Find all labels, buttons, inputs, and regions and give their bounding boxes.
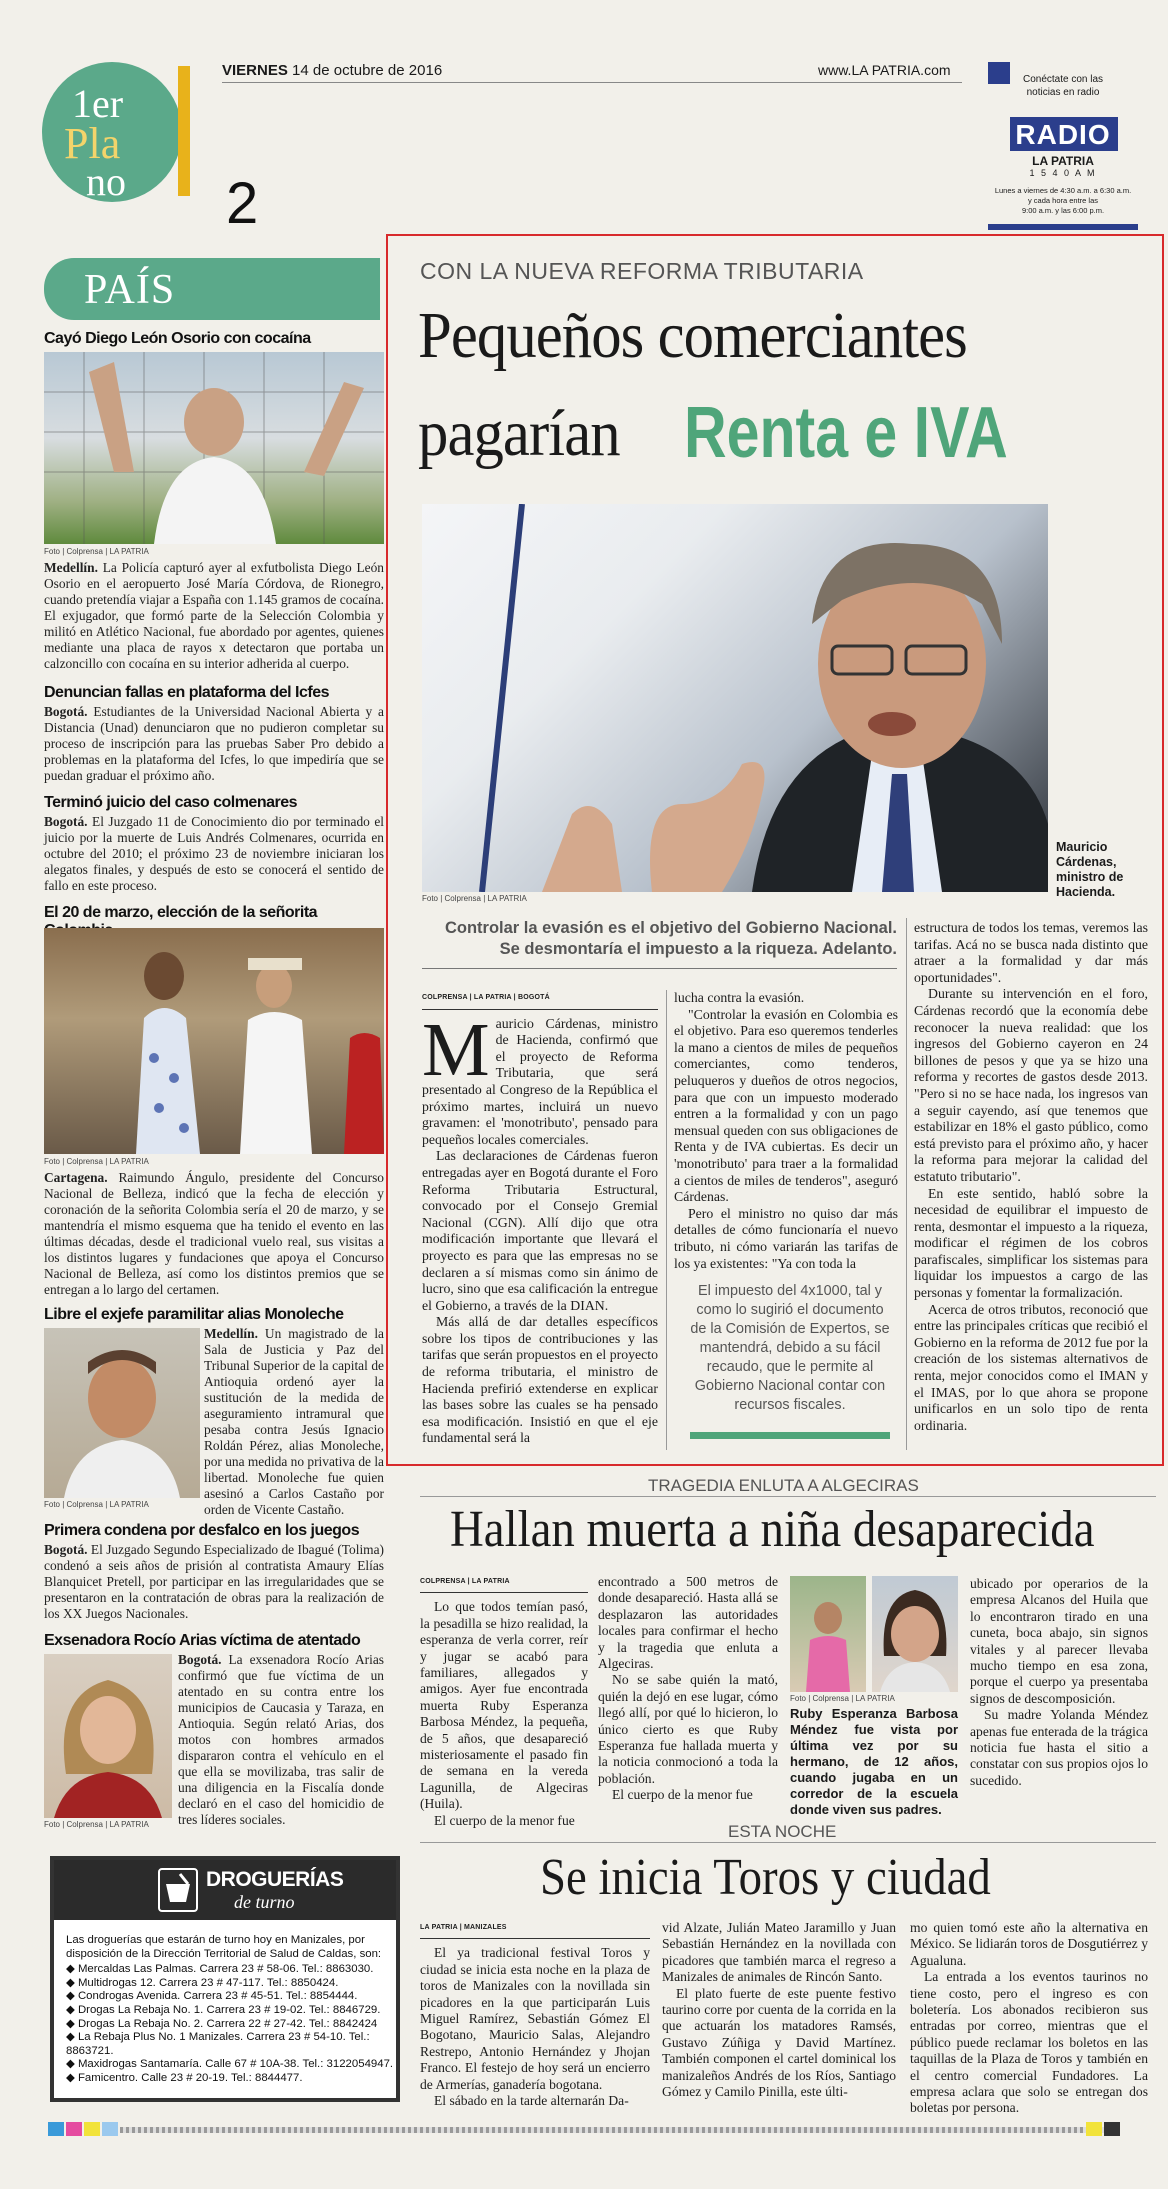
brief-lead: Medellín. — [204, 1326, 258, 1341]
brief-title: El 20 de marzo, elección de la señorita — [44, 904, 318, 921]
print-registration-strip — [120, 2127, 1120, 2133]
second-kicker-rule — [420, 1496, 1156, 1497]
brief-title: Exsenadora Rocío Arias víctima de atentado — [44, 1632, 361, 1649]
column-separator — [666, 990, 667, 1450]
photo-cardenas — [422, 504, 1048, 892]
pharmacy-header — [54, 1860, 396, 1920]
pharmacy-item: ◆ Maxidrogas Santamaría. Calle 67 # 10A-38. Tel.: 3122054947. — [66, 2058, 394, 2071]
photo-arias-illustration — [44, 1654, 172, 1818]
second-byline: COLPRENSA | LA PATRIA — [420, 1574, 588, 1593]
brief-text: Raimundo Ángulo, presidente del Concurso Nacional de Belleza, indicó que la fecha de elección y coronación de la señorita Colombia sería el 20 de marzo, y se mantendría el mismo esquema que ha tenido el evento en las últimas décadas, desde el tradicional vuelo real, sus visitas a los distintos lugares y fundaciones que apoya el Concurso Nacional de Belleza, así como los distintos premios que se entregan a lo largo del certamen. — [44, 1170, 384, 1297]
main-paragraph: En este sentido, habló sobre la necesidad de equilibrar el impuesto de renta, desmontar el impuesto a la riqueza, modificar el régimen de los cobros parafiscales, simplificar los sistemas para liquidar los impuestos a cargo de las personas y fomentar la formalización. — [914, 1185, 1148, 1301]
page-number: 2 — [226, 171, 259, 236]
pharmacy-item: ◆ Drogas La Rebaja No. 2. Carrera 22 # 27-42. Tel.: 8842424 — [66, 2017, 378, 2030]
photo-cardenas-illustration — [422, 504, 1048, 892]
third-paragraph: El plato fuerte de este puente festivo taurino corre por cuenta de la corrida en la que actuarán los matadores Ramsés, Gustavo Zúñiga y David Martínez. También componen el cartel dominical los manizaleños Andrés de los Ríos, Santiago Gómez y Camilo Pinilla, este últi- — [662, 1985, 896, 2100]
main-paragraph: lucha contra la evasión. — [674, 990, 805, 1005]
logo-line-3: no — [86, 159, 126, 204]
third-kicker-rule — [420, 1842, 1156, 1843]
second-paragraph: No se sabe quién la mató, quién la dejó en ese lugar, cómo llegó allí, por qué lo hicieron, lo único cierto es que Ruby Esperanza fue hallada muerta y la noticia conmocionó a toda la población. — [598, 1672, 778, 1786]
mortar-icon-svg — [160, 1870, 196, 1910]
second-photo-caption: Ruby Esperanza Barbosa Méndez fue vista por última vez por su hermano, de 12 años, cuando jugaba en un corredor de la escuela donde viven sus padres. — [790, 1706, 958, 1817]
section-label — [44, 258, 380, 320]
brief-body — [204, 1326, 384, 1518]
main-paragraph: "Controlar la evasión en Colombia es el objetivo. Para eso queremos tenderles la mano a cientos de miles de pequeños comerciantes, como tenderos, peluqueros y dueños de otros negocios, para que con un impuesto moderado entren a la formalidad y con un pago mensual queden con sus obligaciones de Renta y de IVA cubiertas. Es decir un 'monotributo' para traer a la formalidad a cientos de miles de tenderos", aseguró Cárdenas. — [674, 1006, 898, 1205]
photo-ruby-2 — [872, 1576, 958, 1692]
second-paragraph: Lo que todos temían pasó, la pesadilla se hizo realidad, la esperanza de verla correr, reír y jugar se acabó para familiares, allegados y amigos. Ayer fue encontrada muerta Ruby Esperanza Barbosa Méndez, la pequeña, de 5 años, que desapareció misteriosamente el pasado fin de semana en la vereda Lagunilla, de Algeciras (Huila). — [420, 1599, 588, 1812]
deck-rule — [422, 968, 897, 969]
dateline-day: VIERNES — [222, 62, 288, 79]
brief-text: Estudiantes de la Universidad Nacional Abierta y a Distancia (Unad) denunciaron que no pudieron completar su proceso de inscripción para las pruebas Saber Pro debido a problemas en la plataforma del Icfes, lo que impediría que se puedan graduar el próximo año. — [44, 704, 384, 783]
third-kicker: ESTA NOCHE — [728, 1822, 837, 1841]
third-col-2 — [662, 1920, 896, 2100]
radio-ad-line2: noticias en radio — [1026, 87, 1100, 98]
radio-ad-bottom-bar — [988, 224, 1138, 230]
pharmacy-subtitle: de turno — [234, 1892, 295, 1912]
pharmacy-title: DROGUERÍAS — [206, 1868, 344, 1891]
radio-station: LA PATRIA — [1032, 154, 1094, 168]
brief-title: Cayó Diego León Osorio con cocaína — [44, 330, 311, 347]
brief-body — [44, 814, 384, 894]
main-paragraph — [422, 1007, 658, 1149]
brief-body — [178, 1652, 384, 1828]
logo-line-1: 1er — [72, 81, 124, 126]
third-col-3 — [910, 1920, 1148, 2117]
section-label-text: PAÍS — [84, 267, 176, 313]
pull-quote: El impuesto del 4x1000, tal y como lo sugirió el documento de la Comisión de Expertos, se mantendrá, debido a su fácil recaudo, que le permite al Gobierno Nacional contar con recursos fiscales. — [690, 1283, 890, 1413]
print-color-mark-yellow — [84, 2122, 100, 2136]
pharmacy-item-text: Multidrogas 12. Carrera 23 # 47-117. Tel.: 8850424. — [77, 1976, 339, 1989]
main-kicker: CON LA NUEVA REFORMA TRIBUTARIA — [420, 258, 864, 284]
brief-body — [44, 560, 384, 672]
brief-text: La Policía capturó ayer al exfutbolista Diego León Osorio en el aeropuerto José María Córdova, de Rionegro, cuando pretendía viajar a España con 1.145 gramos de cocaína. El exjugador, que formó parte de la Selección Colombia y militó en Atlético Nacional, fue abordado por agentes, quienes mediante una placa de rayos x detectaron que portaba un calzoncillo con cocaína en su interior adherida al cuerpo. — [44, 560, 384, 671]
brief-title: Primera condena por desfalco en los juegos — [44, 1522, 360, 1539]
main-col-1 — [422, 990, 658, 1447]
photo-credit: Foto | Colprensa | LA PATRIA — [44, 1157, 149, 1166]
pharmacy-item: ◆ Drogas La Rebaja No. 1. Carrera 23 # 19-02. Tel.: 8846729. — [66, 2003, 381, 2016]
photo-senorita-colombia — [44, 928, 384, 1154]
third-byline: LA PATRIA | MANIZALES — [420, 1920, 650, 1939]
photo-monoleche — [44, 1328, 200, 1498]
brief-lead: Bogotá. — [44, 814, 88, 829]
caption-line: Mauricio — [1056, 840, 1108, 854]
photo-ruby-1 — [790, 1576, 866, 1692]
second-kicker: TRAGEDIA ENLUTA A ALGECIRAS — [648, 1476, 919, 1495]
brief-title: Libre el exjefe paramilitar alias Monoleche — [44, 1306, 344, 1323]
radio-frequency: 1 5 4 0 A M — [1029, 168, 1097, 178]
website-link[interactable]: www.LA PATRIA.com — [818, 62, 951, 78]
main-paragraph: Pero el ministro no quiso dar más detalles de cómo funcionaría el nuevo tributo, ni cómo variarán las tarifas de los ya existentes: "Ya con toda la — [674, 1205, 898, 1271]
main-paragraph: Durante su intervención en el foro, Cárdenas recordó que la economía debe reconocer la nueva realidad: que los ingresos del Gobierno cayeron en 24 billones de pesos y que ya se hizo una reforma y recortes de gastos desde 2013. "Pero si no se hace nada, los ingresos van a seguir cayendo, así que tenemos que estabilizar en 18% el gasto público, como está previsto para el próximo año, y hacer la reforma para mejorar la calidad del estatuto tributario". — [914, 986, 1148, 1184]
logo-line-2: Pla — [64, 119, 121, 168]
column-separator — [906, 918, 907, 1450]
second-headline: Hallan muerta a niña desaparecida — [450, 1501, 1095, 1558]
drop-cap: M — [422, 1007, 490, 1092]
third-paragraph: El sábado en la tarde alternarán Da- — [434, 2093, 629, 2109]
dateline-date: 14 de octubre de 2016 — [292, 62, 443, 79]
third-paragraph: El ya tradicional festival Toros y ciudad se inicia esta noche en la plaza de toros de Manizales con la novillada sin picadores en la que participarán Luis Miguel Ramírez, Sebastián Gómez El Bogotano, Mauricio Salas, Alejandro Restrepo, Antonio Hernández y Jhojan Franco. El festejo de hoy será un encierro de Armerías, ganadería bogotana. — [420, 1945, 650, 2092]
radio-logo: RADIO — [1015, 119, 1111, 150]
main-deck: Controlar la evasión es el objetivo del Gobierno Nacional. Se desmontaría el impuesto a la riqueza. Adelanto. — [444, 919, 897, 958]
brief-text: El Juzgado Segundo Especializado de Ibagué (Tolima) condenó a seis años de prisión al contratista Amaury Elías Blanquicet Pretell, por participar en las irregularidades que se presentaron en la contratación de obras para la realización de los XX Juegos Nacionales. — [44, 1542, 384, 1621]
brief-text: La exsenadora Rocío Arias confirmó que fue víctima de un atentado en su contra entre los municipios de Caucasia y Taraza, en Antioquia. Según relató Arias, dos motos con hombres armados dispararon contra el vehículo en el que ella se movilizaba, tras salir de una diligencia en la Fiscalía donde declaró en el caso del homicidio de tres líderes sociales. — [178, 1652, 384, 1827]
caption-line: Cárdenas, — [1056, 855, 1117, 869]
second-paragraph: encontrado a 500 metros de donde desapareció. Hasta allá se desplazaron las autoridades locales para confirmar el hecho y la tragedia que enluta a Algeciras. — [598, 1574, 778, 1672]
main-headline-highlight: Renta e IVA — [684, 393, 1008, 473]
second-col-2 — [598, 1574, 778, 1804]
mortar-icon — [158, 1868, 198, 1912]
pharmacy-item: ◆ Famicentro. Calle 23 # 20-19. Tel.: 8844477. — [66, 2071, 303, 2084]
pharmacy-item-text: Drogas La Rebaja No. 1. Carrera 23 # 19-02. Tel.: 8846729. — [77, 2003, 381, 2016]
pull-quote-bar — [690, 1432, 890, 1439]
second-paragraph: El cuerpo de la menor fue — [612, 1787, 753, 1803]
photo-senorita-illustration — [44, 928, 384, 1154]
main-paragraph-text: auricio Cárdenas, ministro de Hacienda, confirmó que el proyecto de Reforma Tributaria, que será presentado al Congreso de la República el próximo martes, incluirá un nuevo gravamen: el 'monotributo', pensado para pequeños locales comerciales. — [422, 1015, 658, 1147]
second-col-1 — [420, 1574, 588, 1829]
brief-text: Un magistrado de la Sala de Justicia y Paz del Tribunal Superior de la capital de Antioquia ordenó ayer la sustitución de la medida de aseguramiento intramural que pesaba contra Jesús Ignacio Roldán Pérez, alias Monoleche, por una medida no privativa de la libertad. Monoleche fue quien asesinó a Carlos Castaño por orden de Vicente Castaño. — [204, 1326, 384, 1517]
main-col-3 — [914, 920, 1148, 1434]
radio-hours-2: y cada hora entre las — [1027, 196, 1099, 205]
main-paragraph: Más allá de dar detalles específicos sobre los tipos de contribuciones y las tarifas que serán propuestos en el proyecto de reforma tributaria, el ministro de Hacienda prefirió extenderse en explicar las bases sobre las cuales se ha pensado esa modificación. Insistió en que el eje fundamental será la — [422, 1314, 658, 1446]
third-col-1 — [420, 1920, 650, 2109]
main-paragraph: Las declaraciones de Cárdenas fueron entregadas ayer en Bogotá durante el Foro Reforma Tributaria Estructural, convocado por el Consejo Gremial Nacional (CGN). Allí dijo que otra modificación importante que llevará el proyecto es para que las empresas no se declaren a sí mismas como sin ánimo de lucro, sino que esa calificación la entregue el Gobierno, a través de la DIAN. — [422, 1148, 658, 1313]
photo-ruby-2-illustration — [872, 1576, 958, 1692]
brief-text: El Juzgado 11 de Conocimiento dio por terminado el juicio por la muerte de Luis Andrés Colmenares, ocurrida en octubre del 2010; el próximo 23 de noviembre iniciaran los alegatos finales, y después de esto se conocerá el sentido de fallo en este proceso. — [44, 814, 384, 893]
brief-body — [44, 1170, 384, 1298]
pharmacy-item-text: Drogas La Rebaja No. 2. Carrera 22 # 27-42. Tel.: 8842424 — [77, 2017, 378, 2030]
photo-monoleche-illustration — [44, 1328, 200, 1498]
section-logo — [42, 62, 182, 202]
photo-osorio-illustration — [44, 352, 384, 544]
second-col-4 — [970, 1576, 1148, 1789]
third-paragraph: vid Alzate, Julián Mateo Jaramillo y Juan Sebastián Hernández en la novillada con picadores que también marca el regreso a Manizales de animales de Rincón Santo. — [662, 1920, 896, 1985]
main-byline: COLPRENSA | LA PATRIA | BOGOTÁ — [422, 990, 658, 1010]
photo-ruby-1-illustration — [790, 1576, 866, 1692]
third-paragraph: mo quien tomó este año la alternativa en México. Se lidiarán toros de Dosgutiérrez y Agualuna. — [910, 1920, 1148, 1968]
pharmacy-intro: Las droguerías que estarán de turno hoy en Manizales, por disposición de la Dirección Territorial de Salud de Caldas, son: — [66, 1934, 382, 1960]
main-col-2 — [674, 990, 898, 1272]
second-paragraph: El cuerpo de la menor fue — [434, 1812, 575, 1828]
pharmacy-item: ◆ La Rebaja Plus No. 1 Manizales. Carrera 23 # 54-10. Tel.: 8863721. — [66, 2031, 370, 2057]
brief-lead: Bogotá. — [44, 1542, 88, 1557]
second-paragraph: ubicado por operarios de la empresa Alcanos del Huila que lo encontraron tirado en una cuneta, boca abajo, sin signos vitales y al parecer llevaba mucho tiempo en esa zona, porque el cuerpo ya presentaba signos de descomposición. — [970, 1576, 1148, 1706]
print-color-mark-cyan — [48, 2122, 64, 2136]
print-color-mark-lightblue — [102, 2122, 118, 2136]
main-headline-line2: pagarían — [418, 397, 620, 470]
brief-lead: Bogotá. — [178, 1652, 222, 1667]
photo-rocio-arias — [44, 1654, 172, 1818]
brief-body — [44, 704, 384, 784]
brief-lead: Medellín. — [44, 560, 98, 575]
pharmacy-item-text: La Rebaja Plus No. 1 Manizales. Carrera 23 # 54-10. Tel.: 8863721. — [66, 2031, 370, 2057]
brief-title: Terminó juicio del caso colmenares — [44, 794, 298, 811]
caption-line: ministro de — [1056, 870, 1124, 884]
third-paragraph: La entrada a los eventos taurinos no tiene costo, pero el ingreso es con boletería. Los abonados recibieron sus entradas por correo, mientras que el público puede reclamar los boletos en las taquillas de la Plaza de Toros y también en el centro comercial Fundadores. La empresa aclara que solo se entregan dos boletas por persona. — [910, 1969, 1148, 2116]
pharmacy-item-text: Famicentro. Calle 23 # 20-19. Tel.: 8844477. — [77, 2071, 303, 2084]
pharmacy-box — [50, 1856, 400, 2102]
brief-lead: Cartagena. — [44, 1170, 108, 1185]
photo-credit: Foto | Colprensa | LA PATRIA — [790, 1694, 895, 1703]
photo-osorio — [44, 352, 384, 544]
print-color-mark-yellow-right — [1086, 2122, 1102, 2136]
main-headline-line1: Pequeños comerciantes — [418, 299, 967, 372]
photo-credit: Foto | Colprensa | LA PATRIA — [44, 547, 149, 556]
third-headline: Se inicia Toros y ciudad — [540, 1849, 991, 1906]
main-photo-caption — [1056, 840, 1123, 900]
pharmacy-item: ◆ Multidrogas 12. Carrera 23 # 47-117. Tel.: 8850424. — [66, 1976, 339, 1989]
radio-ad[interactable] — [988, 62, 1138, 232]
brief-title: Denuncian fallas en plataforma del Icfes — [44, 684, 329, 701]
header-rule — [222, 82, 962, 83]
pharmacy-item-text: Mercaldas Las Palmas. Carrera 23 # 58-06. Tel.: 8863030. — [77, 1963, 374, 1976]
main-photo-credit: Foto | Colprensa | LA PATRIA — [422, 894, 527, 903]
radio-ad-line1: Conéctate con las — [1022, 74, 1104, 85]
brief-body — [44, 1542, 384, 1622]
pharmacy-item: ◆ Condrogas Avenida. Carrera 23 # 45-51. Tel.: 8854444. — [66, 1990, 358, 2003]
photo-credit: Foto | Colprensa | LA PATRIA — [44, 1500, 149, 1509]
brief-lead: Bogotá. — [44, 704, 88, 719]
dateline — [222, 62, 442, 79]
pharmacy-item: ◆ Mercaldas Las Palmas. Carrera 23 # 58-06. Tel.: 8863030. — [66, 1963, 374, 1976]
radio-hours-1: Lunes a viernes de 4:30 a.m. a 6:30 a.m. — [994, 186, 1132, 195]
pharmacy-item-text: Maxidrogas Santamaría. Calle 67 # 10A-38. Tel.: 3122054947. — [77, 2058, 394, 2071]
pharmacy-list — [66, 1934, 396, 2086]
caption-line: Hacienda. — [1056, 885, 1116, 899]
logo-accent-bar — [178, 66, 190, 196]
radio-hours-3: 9:00 a.m. y las 6:00 p.m. — [1021, 206, 1105, 215]
print-color-mark-black — [1104, 2122, 1120, 2136]
pharmacy-item-text: Condrogas Avenida. Carrera 23 # 45-51. Tel.: 8854444. — [77, 1990, 358, 2003]
main-paragraph: Acerca de otros tributos, reconoció que entre las principales críticas que recibió el Gobierno en la reforma de 2012 fue por la creación de los sistemas alternativos de renta, mejor conocidos como el IMAN y el IMAS, por lo que ahora se propone unificarlos en un solo tipo de renta ordinaria. — [914, 1301, 1148, 1433]
main-paragraph: estructura de todos los temas, veremos las tarifas. Acá no se busca nada distinto que atraer a la formalidad y dar más oportunidades". — [914, 920, 1148, 985]
second-paragraph: Su madre Yolanda Méndez apenas fue enterada de la trágica noticia fue hasta el sitio a constatar con sus propios ojos lo sucedido. — [970, 1707, 1148, 1788]
photo-credit: Foto | Colprensa | LA PATRIA — [44, 1820, 149, 1829]
print-color-mark-magenta — [66, 2122, 82, 2136]
